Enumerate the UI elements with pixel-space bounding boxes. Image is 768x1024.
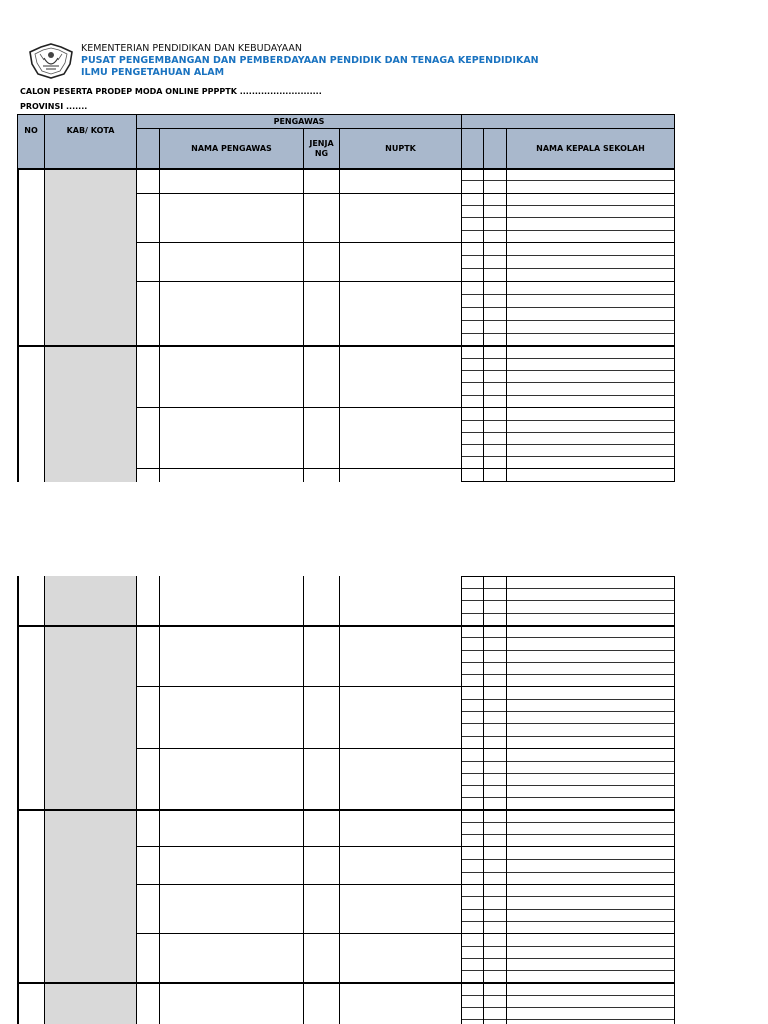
column-line <box>44 576 45 1024</box>
group-divider <box>17 345 675 347</box>
sub-row-line <box>461 255 675 256</box>
column-header-no: NO <box>17 114 45 169</box>
sub-row-line <box>461 674 675 675</box>
sub-row-line <box>461 834 675 835</box>
sub-row-line <box>461 395 675 396</box>
row-border <box>136 846 675 847</box>
sub-row-line <box>461 294 675 295</box>
row-border <box>136 193 675 194</box>
row-border <box>136 468 675 469</box>
column-line <box>136 169 137 482</box>
department-name: ILMU PENGETAHUAN ALAM <box>81 67 225 78</box>
sub-row-line <box>461 958 675 959</box>
column-line <box>483 169 484 482</box>
sub-row-line <box>461 946 675 947</box>
table-upper-section <box>0 0 768 482</box>
column-header-blank-2 <box>461 128 484 169</box>
column-line <box>506 576 507 1024</box>
row-border <box>136 686 675 687</box>
group-divider <box>17 625 675 627</box>
group-divider <box>17 982 675 984</box>
column-header-blank-3 <box>483 128 507 169</box>
table-left-border <box>17 576 19 1024</box>
sub-row-line <box>461 205 675 206</box>
column-line <box>461 576 462 1024</box>
sub-row-line <box>461 382 675 383</box>
sub-row-line <box>461 600 675 601</box>
column-line <box>159 169 160 482</box>
sub-row-line <box>461 420 675 421</box>
column-line <box>339 169 340 482</box>
sub-row-line <box>461 432 675 433</box>
row-border <box>136 242 675 243</box>
sub-row-line <box>461 699 675 700</box>
column-line <box>506 169 507 482</box>
column-line <box>461 169 462 482</box>
sub-row-line <box>461 723 675 724</box>
column-line <box>136 576 137 1024</box>
sub-row-line <box>461 268 675 269</box>
kab-kota-column <box>45 169 136 482</box>
sub-row-line <box>461 797 675 798</box>
column-header-jenjang: JENJA NG <box>303 128 340 169</box>
row-border <box>136 933 675 934</box>
sub-row-line <box>461 370 675 371</box>
sub-row-line <box>461 711 675 712</box>
column-header-nama-pengawas: NAMA PENGAWAS <box>159 128 304 169</box>
ministry-name: KEMENTERIAN PENDIDIKAN DAN KEBUDAYAAN <box>81 43 302 54</box>
sub-row-line <box>461 822 675 823</box>
sub-row-line <box>461 896 675 897</box>
center-name: PUSAT PENGEMBANGAN DAN PEMBERDAYAAN PENDIDIK DAN TENAGA KEPENDIDIKAN <box>81 55 539 66</box>
column-line <box>159 576 160 1024</box>
column-line <box>339 576 340 1024</box>
sub-row-line <box>461 613 675 614</box>
sub-row-line <box>461 859 675 860</box>
column-group-pengawas: PENGAWAS <box>136 114 462 129</box>
sub-row-line <box>461 217 675 218</box>
sub-row-line <box>461 761 675 762</box>
sub-row-line <box>461 970 675 971</box>
sub-row-line <box>461 588 675 589</box>
sub-row-line <box>461 456 675 457</box>
group-divider <box>17 809 675 811</box>
sub-row-line <box>461 444 675 445</box>
sub-row-line <box>461 921 675 922</box>
calon-peserta-line: CALON PESERTA PRODEP MODA ONLINE PPPPTK ........................... <box>20 87 322 96</box>
row-border <box>136 884 675 885</box>
table-lower-section <box>0 576 768 1024</box>
sub-row-line <box>461 736 675 737</box>
row-border <box>136 281 675 282</box>
column-line <box>303 169 304 482</box>
row-border <box>17 168 675 170</box>
row-border <box>136 748 675 749</box>
table-right-border <box>674 114 675 482</box>
sub-row-line <box>461 1019 675 1020</box>
table-right-border <box>674 576 675 1024</box>
column-header-blank-1 <box>136 128 160 169</box>
sub-row-line <box>461 662 675 663</box>
column-header-nama-kepala-sekolah: NAMA KEPALA SEKOLAH <box>506 128 675 169</box>
row-border <box>461 481 675 482</box>
provinsi-line: PROVINSI ....... <box>20 102 88 111</box>
column-header-nuptk: NUPTK <box>339 128 462 169</box>
sub-row-line <box>461 650 675 651</box>
row-border <box>136 407 675 408</box>
table-left-border <box>17 169 19 482</box>
sub-row-line <box>461 230 675 231</box>
sub-row-line <box>461 333 675 334</box>
column-header-kab-kota: KAB/ KOTA <box>44 114 137 169</box>
sub-row-line <box>461 995 675 996</box>
kab-kota-column <box>45 576 136 1024</box>
sub-row-line <box>461 320 675 321</box>
sub-row-line <box>461 307 675 308</box>
column-line <box>44 169 45 482</box>
sub-row-line <box>461 180 675 181</box>
sub-row-line <box>461 1007 675 1008</box>
sub-row-line <box>461 773 675 774</box>
column-line <box>303 576 304 1024</box>
column-group-blank <box>461 114 675 129</box>
row-border <box>461 576 675 577</box>
sub-row-line <box>461 909 675 910</box>
column-line <box>483 576 484 1024</box>
sub-row-line <box>461 872 675 873</box>
sub-row-line <box>461 637 675 638</box>
sub-row-line <box>461 358 675 359</box>
sub-row-line <box>461 785 675 786</box>
